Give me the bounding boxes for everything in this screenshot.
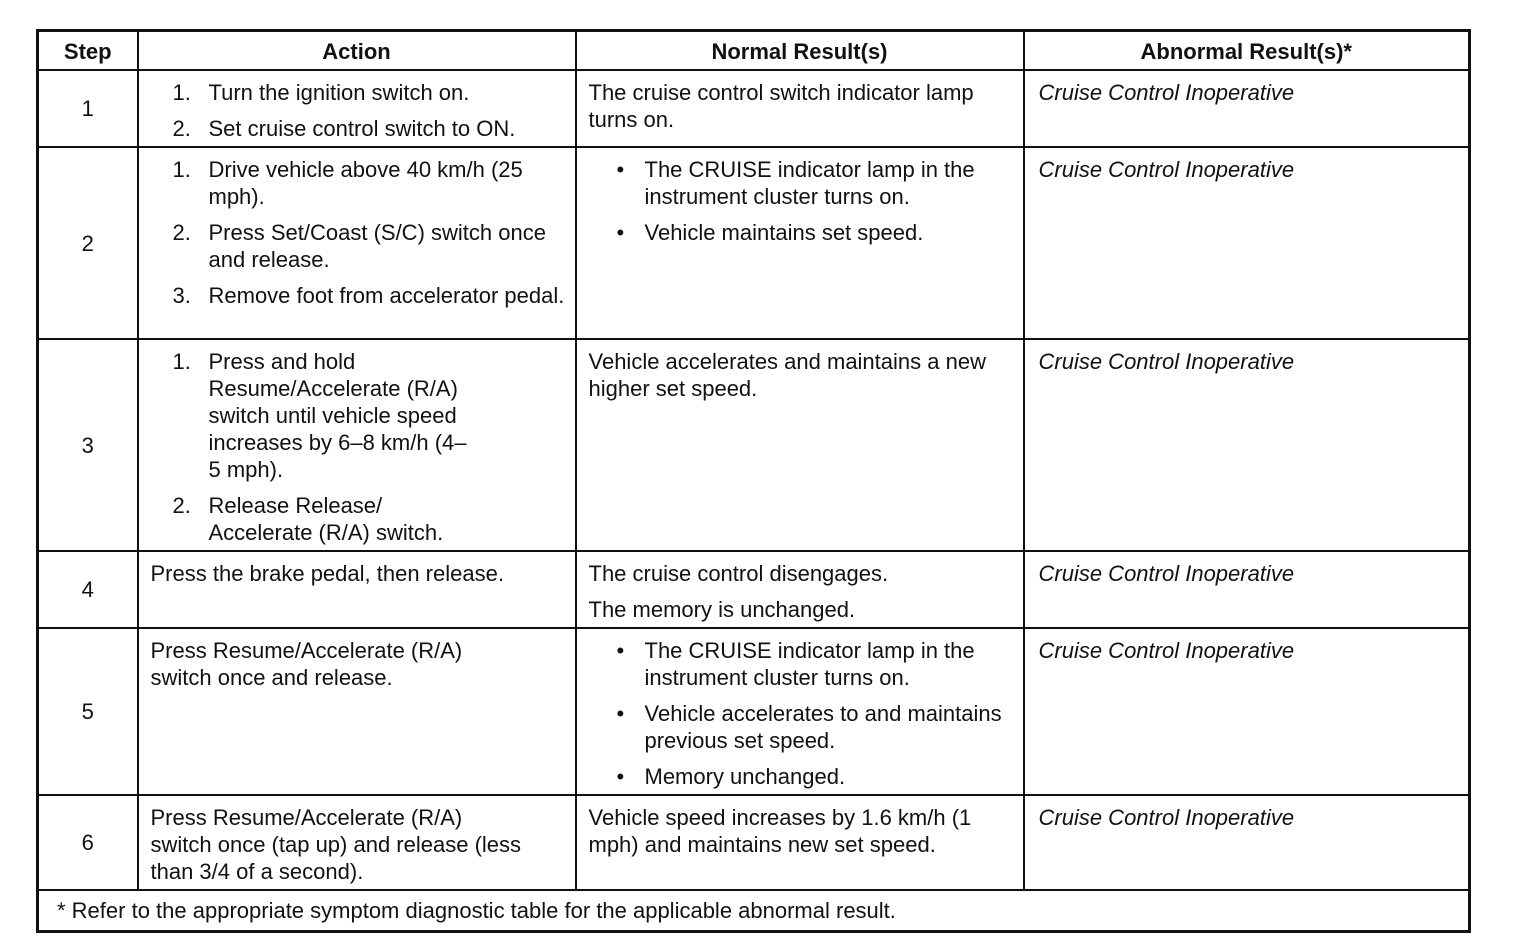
abnormal-result-cell: Cruise Control Inoperative — [1024, 795, 1470, 890]
list-item — [589, 637, 1013, 691]
action-step-text: Release Release/ Accelerate (R/A) switch. — [208, 493, 444, 545]
normal-result-text: Vehicle accelerates to and maintains previous set speed. — [644, 701, 1002, 753]
normal-result-cell — [576, 795, 1024, 890]
header-step: Step — [38, 31, 138, 71]
action-step-text: Press Set/Coast (S/C) switch once and release. — [208, 220, 546, 272]
action-step-text: Drive vehicle above 40 km/h (25 mph). — [208, 157, 523, 209]
list-item — [589, 763, 1013, 790]
list-item — [589, 219, 1013, 246]
normal-result-cell — [576, 551, 1024, 628]
bullet-icon: • — [616, 157, 625, 182]
step-number: 4 — [38, 551, 138, 628]
table-row — [38, 147, 1470, 339]
list-number: 3. — [172, 283, 191, 308]
action-steps — [151, 156, 565, 309]
header-action: Action — [138, 31, 576, 71]
header-normal-results: Normal Result(s) — [576, 31, 1024, 71]
step-number: 5 — [38, 628, 138, 795]
normal-result-text: The memory is unchanged. — [588, 597, 856, 622]
list-number: 2. — [172, 116, 191, 141]
action-step-text: Set cruise control switch to ON. — [208, 116, 516, 141]
action-cell — [138, 70, 576, 147]
action-step-text: Press and hold Resume/Accelerate (R/A) switch until vehicle speed increases by 6–8 km/h (4–5 mph). — [208, 349, 467, 482]
list-item — [151, 79, 565, 106]
list-item — [151, 492, 565, 546]
list-item — [589, 700, 1013, 754]
step-number: 2 — [38, 147, 138, 339]
abnormal-result-cell: Cruise Control Inoperative — [1024, 70, 1470, 147]
footnote: * Refer to the appropriate symptom diagnostic table for the applicable abnormal result. — [38, 890, 1470, 932]
abnormal-result-cell: Cruise Control Inoperative — [1024, 628, 1470, 795]
abnormal-result-cell: Cruise Control Inoperative — [1024, 147, 1470, 339]
header-abnormal-results: Abnormal Result(s)* — [1024, 31, 1470, 71]
action-step-text: Turn the ignition switch on. — [208, 80, 470, 105]
list-item — [151, 115, 565, 142]
action-steps — [151, 348, 565, 546]
list-item — [151, 219, 565, 273]
list-number: 2. — [172, 220, 191, 245]
normal-result-cell — [576, 70, 1024, 147]
table-row — [38, 70, 1470, 147]
action-cell — [138, 147, 576, 339]
bullet-icon: • — [616, 701, 625, 726]
action-cell — [138, 795, 576, 890]
normal-result-text: The CRUISE indicator lamp in the instrument cluster turns on. — [644, 157, 975, 209]
normal-result-cell — [576, 147, 1024, 339]
step-number: 1 — [38, 70, 138, 147]
list-number: 1. — [172, 349, 191, 374]
normal-result-text: The cruise control disengages. — [588, 561, 889, 586]
list-item — [151, 348, 565, 483]
step-number: 3 — [38, 339, 138, 551]
normal-result-text: Vehicle accelerates and maintains a new higher set speed. — [588, 349, 986, 401]
normal-result-text: Vehicle maintains set speed. — [644, 220, 924, 245]
normal-result-cell — [576, 628, 1024, 795]
list-number: 1. — [172, 157, 191, 182]
diagnostic-table — [36, 29, 1471, 933]
list-number: 2. — [172, 493, 191, 518]
footnote-row — [38, 890, 1470, 932]
normal-result-text: Memory unchanged. — [644, 764, 846, 789]
table-row — [38, 339, 1470, 551]
table-row — [38, 628, 1470, 795]
normal-result-bullets — [589, 156, 1013, 246]
action-text: Press Resume/Accelerate (R/A) switch once and release. — [150, 638, 463, 690]
normal-result-text: Vehicle speed increases by 1.6 km/h (1 mph) and maintains new set speed. — [588, 805, 972, 857]
abnormal-result-cell: Cruise Control Inoperative — [1024, 551, 1470, 628]
action-text: Press the brake pedal, then release. — [150, 561, 504, 586]
bullet-icon: • — [616, 220, 625, 245]
list-number: 1. — [172, 80, 191, 105]
list-item — [589, 156, 1013, 210]
list-item — [151, 156, 565, 210]
bullet-icon: • — [616, 764, 625, 789]
step-number: 6 — [38, 795, 138, 890]
list-item — [151, 282, 565, 309]
action-steps — [151, 79, 565, 142]
abnormal-result-cell: Cruise Control Inoperative — [1024, 339, 1470, 551]
bullet-icon: • — [616, 638, 625, 663]
normal-result-text: The CRUISE indicator lamp in the instrument cluster turns on. — [644, 638, 975, 690]
table-row — [38, 551, 1470, 628]
action-cell — [138, 339, 576, 551]
header-row — [38, 31, 1470, 71]
action-step-text: Remove foot from accelerator pedal. — [208, 283, 565, 308]
normal-result-cell — [576, 339, 1024, 551]
action-cell — [138, 551, 576, 628]
table-row — [38, 795, 1470, 890]
action-cell — [138, 628, 576, 795]
normal-result-bullets — [589, 637, 1013, 790]
normal-result-text: The cruise control switch indicator lamp turns on. — [588, 80, 974, 132]
action-text: Press Resume/Accelerate (R/A) switch once (tap up) and release (less than 3/4 of a second). — [150, 805, 522, 884]
